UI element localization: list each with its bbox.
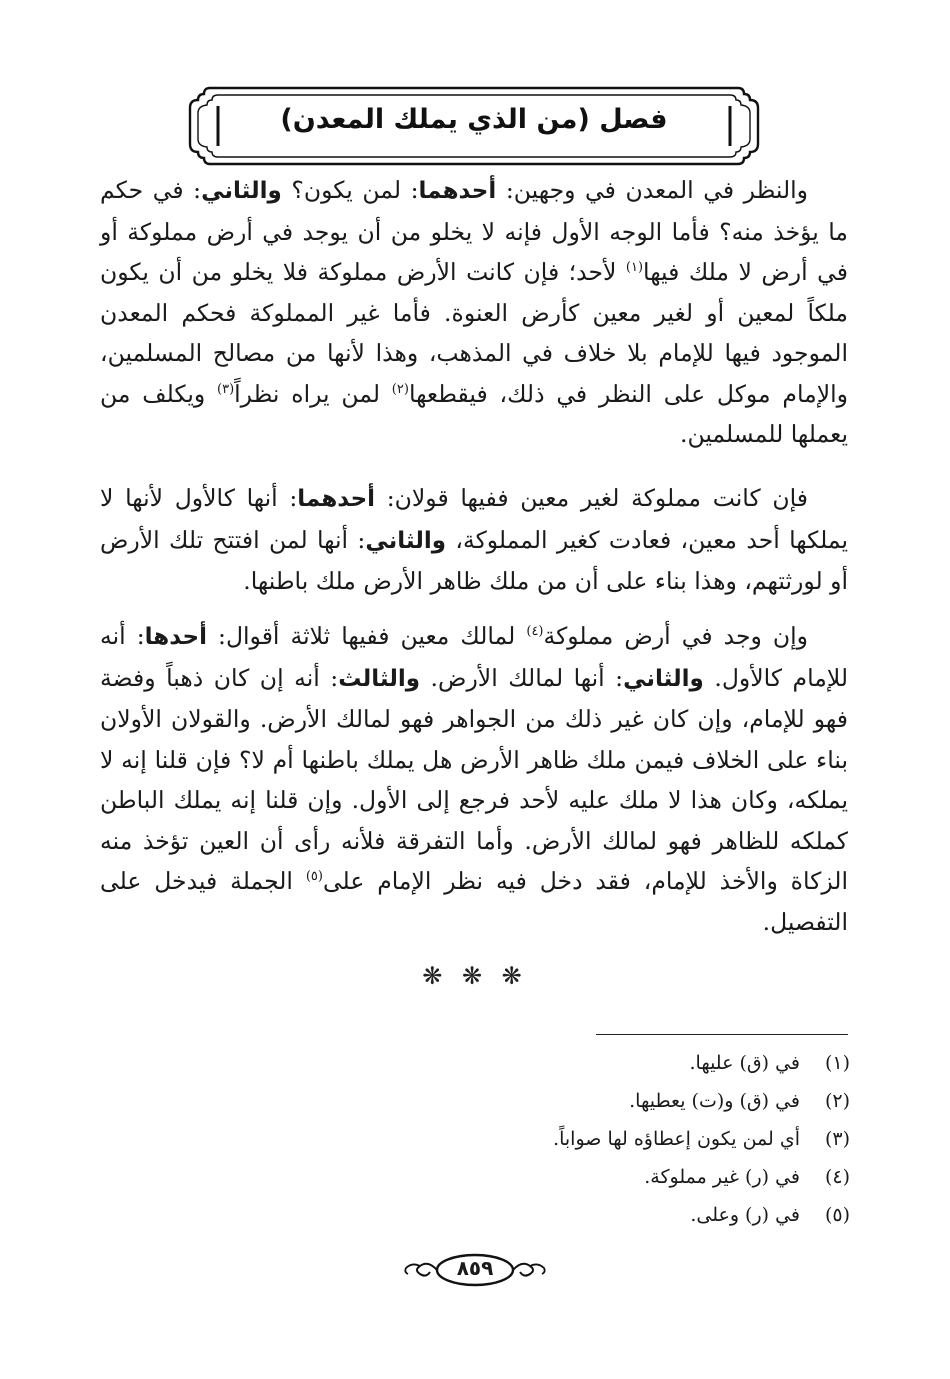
footnote-ref-4[interactable]: (٤) [526, 624, 544, 640]
page-number-ornament [400, 1252, 550, 1288]
footnote-text: في (ق) عليها. [689, 1052, 800, 1074]
paragraph-3 [100, 616, 848, 942]
text-span: لمن يراه نظراً [234, 379, 392, 408]
bold-term: والثاني [365, 527, 447, 554]
text-span: لأحد؛ فإن كانت الأرض مملوكة فلا يخلو من أن يكون ملكاً لمعين أو لغير معين كأرض العنوة. فأما غير المملوكة فحكم المعدن الموجود فيها للإمام بلا خلاف في المذهب، وهذا لأنها من مصالح المسلمين، والإمام موكل على النظر في ذلك، فيقطعها [100, 258, 848, 408]
footnote-number: (٣) [824, 1128, 850, 1150]
text-span: : أنه إن كان ذهباً وفضة فهو للإمام، وإن كان غير ذلك من الجواهر فهو لمالك الأرض. والقولان الأولان بناء على الخلاف فيمن ملك ظاهر الأرض هل يملك باطنها أم لا؟ فإن قلنا إنه لا يملكه، وكان هذا لا ملك عليه لأحد فرجع إلى الأول. وإن قلنا إنه يملك الباطن كملكه للظاهر فهو لمالك الأرض. وأما التفرقة فلأنه رأى أن العين تؤخذ منه الزكاة والأخذ للإمام، فقد دخل فيه نظر الإمام على [100, 663, 848, 895]
footnote-ref-2[interactable]: (٢) [391, 381, 409, 397]
text-span: والنظر في المعدن في وجهين: [496, 176, 809, 204]
bold-term: أحدهما [297, 486, 376, 512]
text-span: : في حكم ما يؤخذ منه؟ فأما الوجه الأول فإنه لا يخلو من أن يوجد في أرض مملوكة أو في أرض لا ملك فيها [100, 176, 848, 286]
footnote-number: (٥) [824, 1204, 850, 1226]
footnote-item [102, 1196, 850, 1234]
bold-term: أحدها [144, 624, 207, 650]
text-span: : أنها لمالك الأرض. [420, 663, 624, 692]
text-span: : أنها كالأول لأنها لا يملكها أحد معين، فعادت كغير المملوكة، [100, 484, 848, 554]
paragraph-1 [100, 170, 848, 455]
text-span: : أنها لمن افتتح تلك الأرض أو لورثتهم، وهذا بناء على أن من ملك ظاهر الأرض ملك باطنها. [100, 525, 848, 595]
text-span: : لمن يكون؟ [281, 176, 419, 204]
bold-term: والثاني [201, 178, 282, 204]
footnote-number: (٢) [824, 1090, 850, 1112]
text-span: ويكلف من يعملها للمسلمين. [100, 379, 848, 448]
footnote-item [102, 1044, 850, 1082]
footnote-ref-3[interactable]: (٣) [217, 381, 235, 397]
footnote-number: (١) [824, 1052, 850, 1074]
footnote-divider [596, 1034, 848, 1035]
text-span: فإن كانت مملوكة لغير معين ففيها قولان: [375, 484, 809, 512]
footnote-text: في (ق) و(ت) يعطيها. [629, 1090, 800, 1112]
footnote-item [102, 1082, 850, 1120]
text-span: وإن وجد في أرض مملوكة [543, 622, 809, 650]
bold-term: والثاني [623, 665, 704, 692]
paragraph-2 [100, 478, 848, 602]
chapter-title: فصل (من الذي يملك المعدن) [280, 104, 668, 135]
bold-term: والثالث [338, 665, 421, 692]
footnotes [102, 1044, 850, 1234]
text-span: لمالك معين ففيها ثلاثة أقوال: [206, 622, 527, 650]
footnote-text: في (ر) غير مملوكة. [644, 1166, 800, 1188]
text-span: : أنه للإمام كالأول. [100, 622, 849, 692]
footnote-ref-5[interactable]: (٥) [305, 869, 323, 885]
section-separator: ❋ ❋ ❋ [422, 962, 528, 990]
footnote-ref-1[interactable]: (١) [625, 260, 644, 276]
page-number: ٨٥٩ [456, 1256, 494, 1280]
footnote-text: في (ر) وعلى. [690, 1204, 800, 1226]
footnote-text: أي لمن يكون إعطاؤه لها صواباً. [553, 1128, 800, 1150]
text-span: الجملة فيدخل على التفصيل. [100, 867, 848, 936]
chapter-title-frame [188, 86, 760, 166]
footnote-item [102, 1158, 850, 1196]
bold-term: أحدهما [418, 178, 497, 204]
footnote-item [102, 1120, 850, 1158]
footnote-number: (٤) [824, 1166, 850, 1188]
